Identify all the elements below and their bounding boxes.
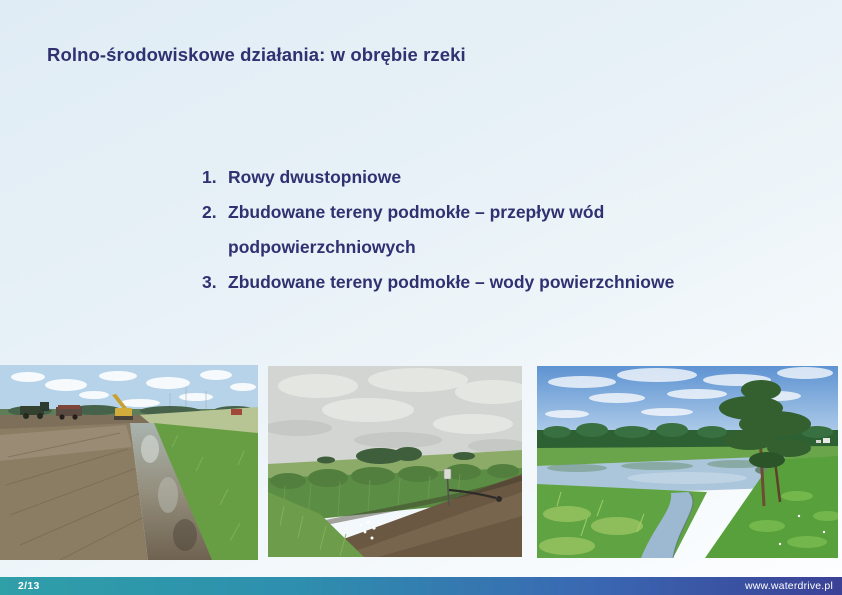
- list-item-text: Rowy dwustopniowe: [228, 167, 402, 187]
- photo-two-stage-ditch: [0, 365, 258, 560]
- list-item-number: 3.: [202, 272, 217, 292]
- list-item-number: 1.: [202, 167, 217, 187]
- page-indicator: 2/13: [18, 580, 40, 592]
- barn: [231, 409, 242, 415]
- subsurface-wetland-illustration: [268, 366, 522, 557]
- list-item: [202, 160, 742, 195]
- page-title: Rolno-środowiskowe działania: w obrębie rzeki: [47, 44, 466, 65]
- two-stage-ditch-illustration: [0, 365, 258, 560]
- list-item: [202, 195, 742, 265]
- list-item-text: Zbudowane tereny podmokłe – przepływ wód podpowierzchniowych: [228, 202, 605, 257]
- numbered-list: [202, 160, 742, 300]
- distant-buildings: [823, 438, 830, 443]
- list-item: [202, 265, 742, 300]
- list-item-number: 2.: [202, 202, 217, 222]
- photo-surface-wetland: [537, 366, 838, 558]
- footer-bar: [0, 577, 842, 595]
- photo-subsurface-wetland: [268, 366, 522, 557]
- surface-wetland-illustration: [537, 366, 838, 558]
- website-url: www.waterdrive.pl: [744, 580, 833, 592]
- list-item-text: Zbudowane tereny podmokłe – wody powierzchniowe: [228, 272, 675, 292]
